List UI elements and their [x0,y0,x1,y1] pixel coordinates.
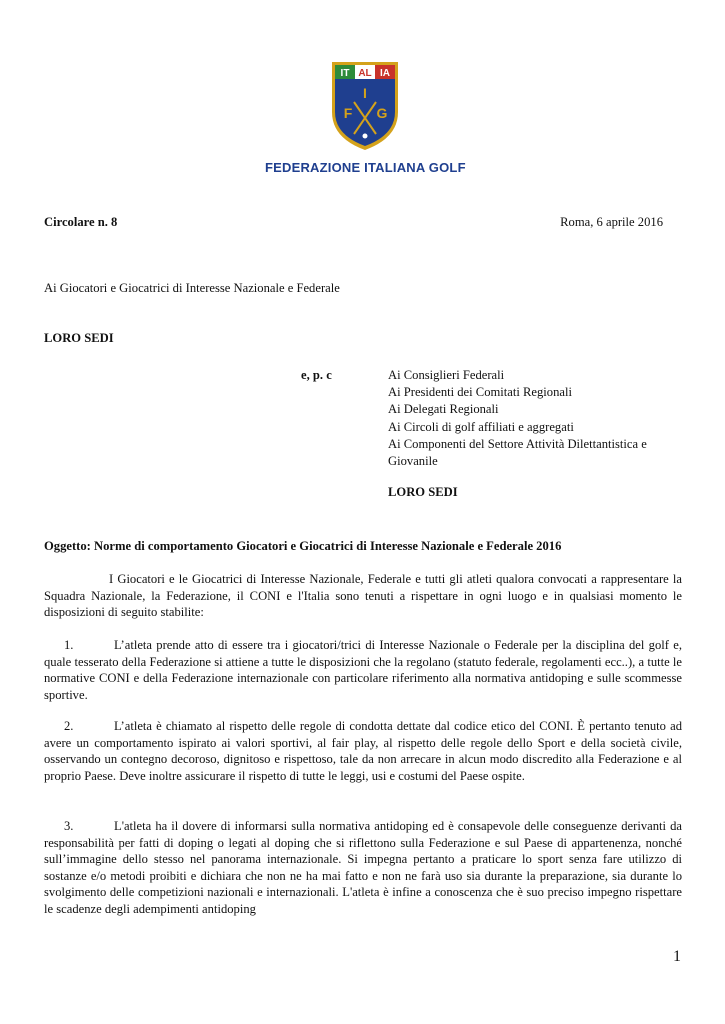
item-number: 1. [64,638,74,652]
logo-letter-i: I [363,85,367,101]
logo-letter-g: G [376,105,388,121]
fig-logo [330,60,400,152]
page-number: 1 [673,948,681,965]
item-text: L'atleta ha il dovere di informarsi sulla normativa antidoping ed è consapevole delle conseguenze derivanti da responsabilità per fatti di doping o legati al doping che si riflettono sulla Federazione e sul Paese di appartenenza, nonché sull’immagine dello stesso nel panorama internazionale. Si impegna pertanto a praticare lo sport senza fare utilizzo di sostanze e/o metodi proibiti e dichiara che non ne ha mai fatto e non ne farà uso sia durante la preparazione, sia durante lo svolgimento delle competizioni nazionali e internazionali. L'atleta è infine a conoscenza che è suo preciso impegno rispettare le scadenze degli adempimenti antidoping [44,819,682,916]
item-number: 3. [64,819,74,833]
item-number: 2. [64,719,74,733]
cc-item: Ai Delegati Regionali [388,402,499,417]
logo-text-al: AL [358,68,372,79]
addressee: Ai Giocatori e Giocatrici di Interesse Nazionale e Federale [44,281,340,295]
cc-item: Giovanile [388,454,438,469]
logo-text-it: IT [340,68,350,79]
item-text: L’atleta prende atto di essere tra i giocatori/trici di Interesse Nazionale o Federale per la disciplina del golf e, quale tesserato della Federazione si attiene a tutte le disposizioni che la regolano (statuto federale, regolamenti ecc..), a tutte le normative CONI e della Federazione internazionale con particolare riferimento alla normativa antidoping e sulle scommesse sportive. [44,638,682,702]
loro-sedi-heading: LORO SEDI [44,331,114,345]
epc-label: e, p. c [301,368,332,382]
federation-name: FEDERAZIONE ITALIANA GOLF [265,160,466,175]
logo-text-ia: IA [380,68,390,79]
cc-item: Ai Circoli di golf affiliati e aggregati [388,419,574,434]
letter-date: Roma, 6 aprile 2016 [560,215,663,229]
circolare-number: Circolare n. 8 [44,215,118,229]
cc-list [388,367,663,470]
fig-shield-icon [330,60,400,152]
cc-item: Ai Consiglieri Federali [388,368,505,382]
subject: Oggetto: Norme di comportamento Giocatori e Giocatrici di Interesse Nazionale e Federale 2016 [44,539,562,553]
logo-letter-f: F [343,105,353,121]
intro-paragraph: I Giocatori e le Giocatrici di Interesse Nazionale, Federale e tutti gli atleti qualora convocati a rappresentare la Squadra Nazionale, la Federazione, il CONI e l'Italia sono tenuti a rispettare in ogni luogo e in qualsiasi momento le disposizioni di seguito stabilite: [44,572,682,619]
loro-sedi-cc: LORO SEDI [388,485,458,499]
cc-item: Ai Componenti del Settore Attività Dilettantistica e [388,436,647,451]
cc-item: Ai Presidenti dei Comitati Regionali [388,385,572,400]
item-text: L’atleta è chiamato al rispetto delle regole di condotta dettate dal codice etico del CONI. È pertanto tenuto ad avere un comportamento ispirato ai valori sportivi, al fair play, al rispetto delle regole dello Sport e della società civile, osservando un contegno decoroso, dignitoso e rispettoso, tale da non arrecare in alcun modo discredito alla Federazione e al proprio Paese. Deve inoltre assicurare il rispetto di tutte le leggi, usi e costumi del Paese ospite. [44,719,682,783]
